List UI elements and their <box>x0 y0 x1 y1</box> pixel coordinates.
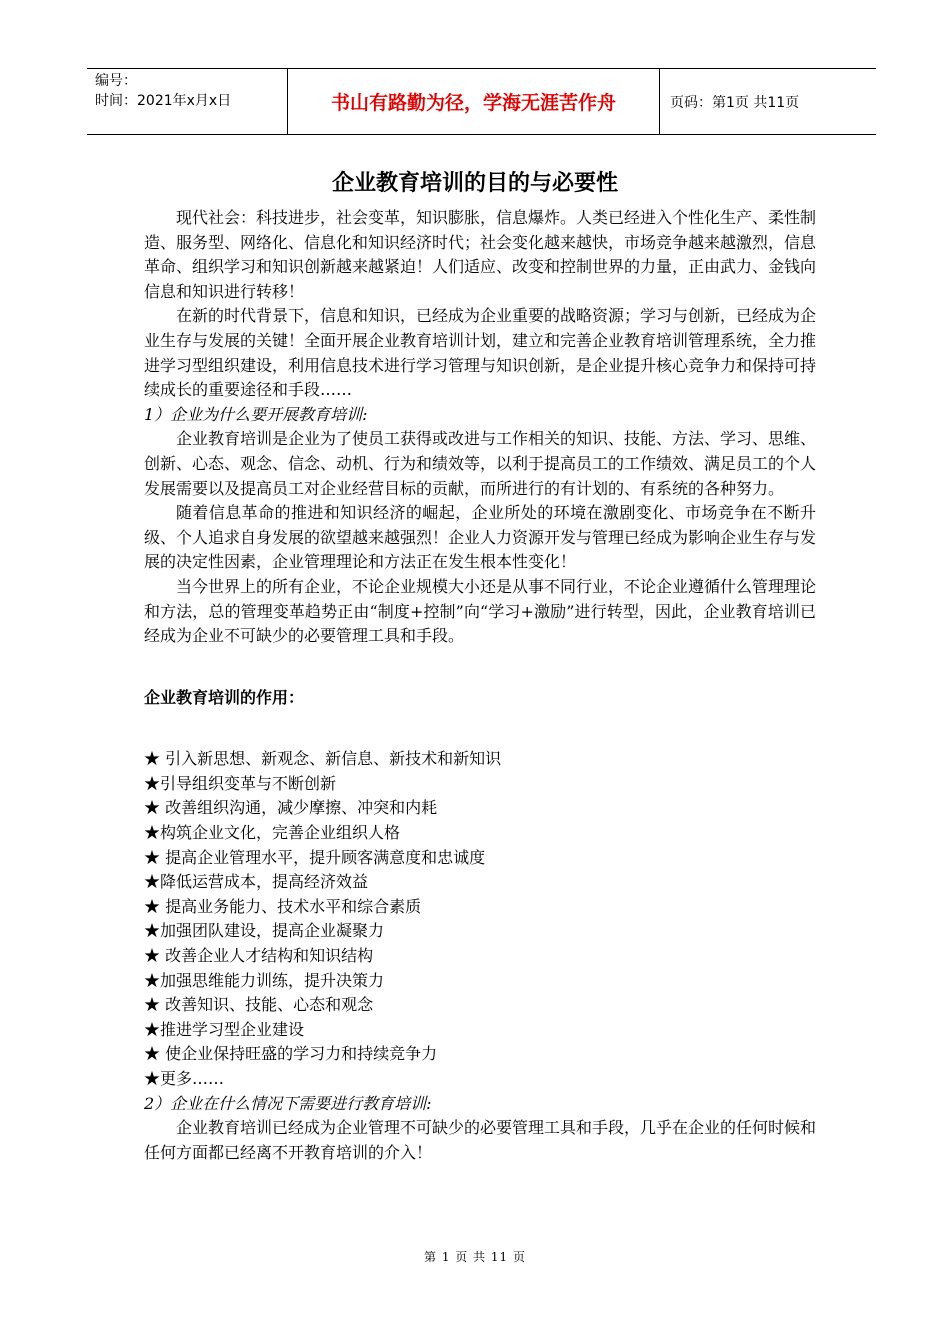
section1-paragraph: 随着信息革命的推进和知识经济的崛起，企业所处的环境在激剧变化、市场竞争在不断升级、个人追求自身发展的欲望越来越强烈！企业人力资源开发与管理已经成为影响企业生存与发展的决定性因素，企业管理理论和方法正在发生根本性变化！ <box>144 503 817 572</box>
roles-list-item: ★ 改善企业人才结构和知识结构 <box>144 946 374 966</box>
roles-list-item: ★推进学习型企业建设 <box>144 1019 305 1039</box>
section2-paragraph: 企业教育培训已经成为企业管理不可缺少的必要管理工具和手段，几乎在企业的任何时候和任何方面都已经离不开教育培训的介入！ <box>144 1118 817 1162</box>
document-title: 企业教育培训的目的与必要性 <box>331 171 618 196</box>
section1-heading: 1）企业为什么要开展教育培训: <box>144 404 368 424</box>
section2-heading: 2）企业在什么情况下需要进行教育培训: <box>144 1093 432 1113</box>
section1-paragraph: 当今世界上的所有企业，不论企业规模大小还是从事不同行业，不论企业遵循什么管理理论和方法，总的管理变革趋势正由“制度+控制”向“学习+激励”进行转型，因此，企业教育培训已经成为企业不可缺少的必要管理工具和手段。 <box>144 576 817 646</box>
header-page-info: 页码：第1页 共11页 <box>670 94 800 111</box>
roles-list-item: ★ 提高企业管理水平，提升顾客满意度和忠诚度 <box>144 847 486 867</box>
header-motto-cell <box>287 69 660 134</box>
roles-list-item: ★构筑企业文化，完善企业组织人格 <box>144 823 401 843</box>
intro-paragraph: 现代社会：科技进步，社会变革，知识膨胀，信息爆炸。人类已经进入个性化生产、柔性制造、服务型、网络化、信息化和知识经济时代；社会变化越来越快，市场竞争越来越激烈，信息革命、组织学习和知识创新越来越紧迫！人们适应、改变和控制世界的力量，正由武力、金钱向信息和知识进行转移！ <box>144 208 817 301</box>
roles-list-item: ★降低运营成本，提高经济效益 <box>144 872 369 892</box>
roles-list-item: ★更多…… <box>144 1069 225 1088</box>
roles-list-item: ★ 提高业务能力、技术水平和综合素质 <box>144 896 422 916</box>
roles-list-item: ★加强思维能力训练，提升决策力 <box>144 970 385 990</box>
roles-heading: 企业教育培训的作用： <box>144 687 305 707</box>
roles-list-item: ★加强团队建设，提高企业凝聚力 <box>144 921 385 941</box>
roles-list-item: ★ 改善知识、技能、心态和观念 <box>144 995 374 1015</box>
document-body <box>144 206 816 1165</box>
section1-paragraph: 企业教育培训是企业为了使员工获得或改进与工作相关的知识、技能、方法、学习、思维、创新、心态、观念、信念、动机、行为和绩效等，以利于提高员工的工作绩效、满足员工的个人发展需要以及提高员工对企业经营目标的贡献，而所进行的有计划的、有系统的各种努力。 <box>144 429 817 498</box>
header-meta-cell <box>87 69 287 134</box>
header-table <box>87 68 876 135</box>
roles-list-item: ★ 引入新思想、新观念、新信息、新技术和新知识 <box>144 749 502 769</box>
roles-list-item: ★ 使企业保持旺盛的学习力和持续竞争力 <box>144 1044 438 1064</box>
intro-paragraph: 在新的时代背景下，信息和知识，已经成为企业重要的战略资源；学习与创新，已经成为企业生存与发展的关键！全面开展企业教育培训计划，建立和完善企业教育培训管理系统，全力推进学习型组织建设，利用信息技术进行学习管理与知识创新，是企业提升核心竞争力和保持可持续成长的重要途径和手段…… <box>144 306 817 400</box>
document-number-label: 编号： <box>95 73 137 89</box>
roles-list <box>144 747 816 1091</box>
document-time-label: 时间：2021年x月x日 <box>95 93 232 109</box>
roles-list-item: ★ 改善组织沟通，减少摩擦、冲突和内耗 <box>144 798 438 818</box>
header-motto: 书山有路勤为径，学海无涯苦作舟 <box>330 92 616 114</box>
roles-list-item: ★引导组织变革与不断创新 <box>144 773 337 793</box>
page-footer: 第 1 页 共 11 页 <box>424 1250 526 1264</box>
header-page-cell <box>660 69 876 134</box>
